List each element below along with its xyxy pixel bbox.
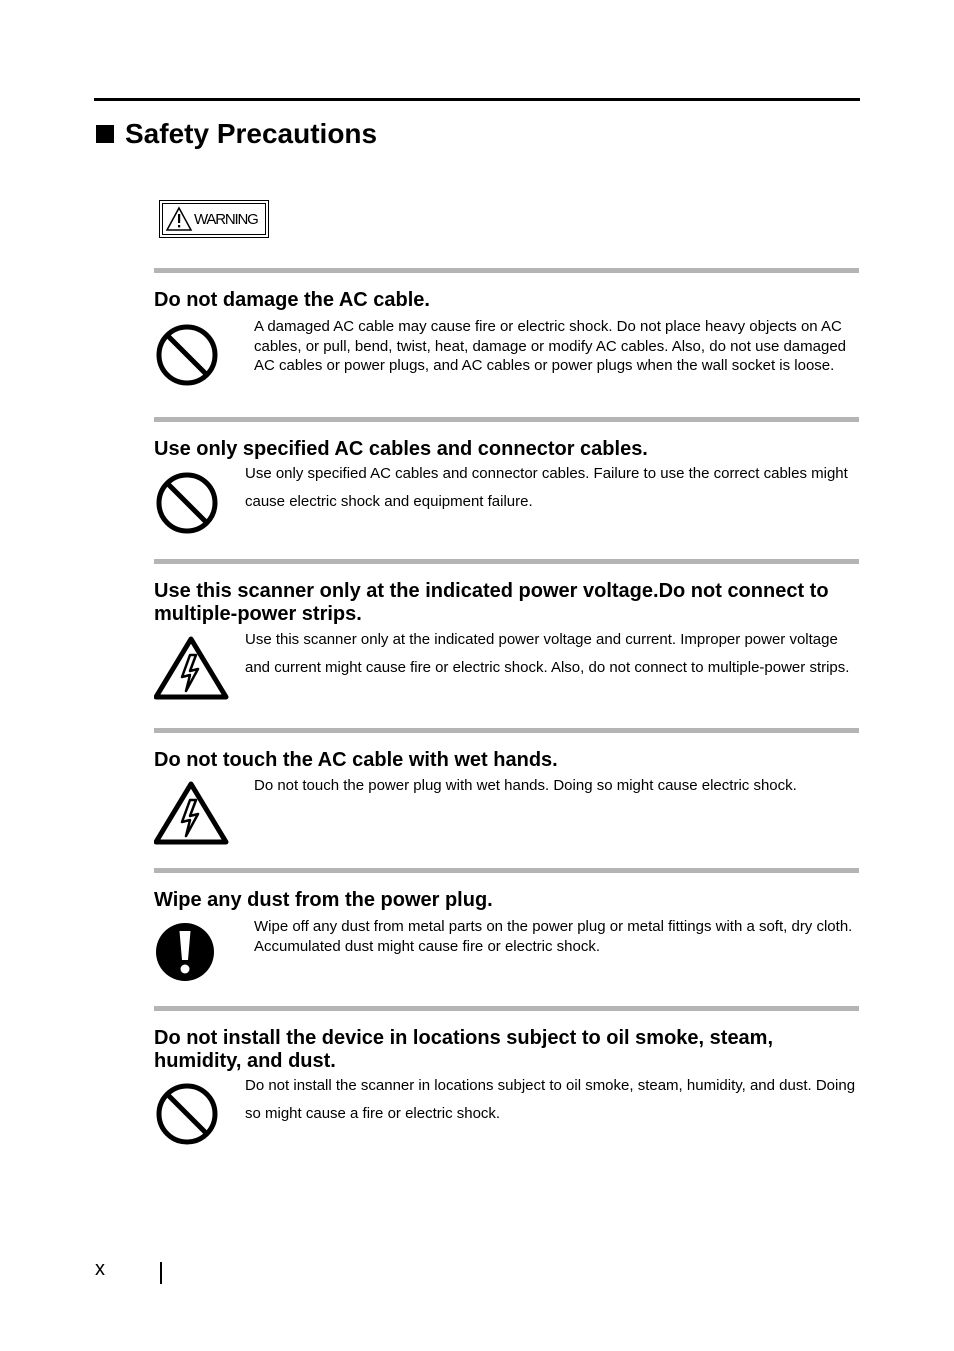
safety-section-power-voltage (154, 559, 859, 719)
section-body: Do not install the scanner in locations subject to oil smoke, steam, humidity, and dust. Doing so might cause a fire or electric shock. (245, 1077, 856, 1122)
section-divider (154, 417, 859, 422)
electric-shock-icon (154, 635, 230, 701)
prohibition-icon (154, 471, 218, 535)
section-divider (154, 268, 859, 273)
section-title: Use this scanner only at the indicated power voltage.Do not connect to multiple-power strips. (154, 580, 829, 625)
section-title: Do not damage the AC cable. (154, 289, 430, 311)
section-divider (154, 728, 859, 733)
section-body: Wipe off any dust from metal parts on the power plug or metal fittings with a soft, dry cloth. Accumulated dust might cause fire or electric shock. (254, 918, 853, 955)
page-number-rule (160, 1262, 162, 1284)
heading-square-icon (96, 125, 114, 143)
page-number: x (95, 1258, 105, 1280)
section-body: Use this scanner only at the indicated power voltage and current. Improper power voltage and current might cause fire or electric shock. Also, do not connect to multiple-power strips. (245, 631, 850, 676)
section-body: A damaged AC cable may cause fire or electric shock. Do not place heavy objects on AC cables, or pull, bend, twist, heat, damage or modify AC cables. Also, do not use damaged AC cables or power plugs, and AC cables or power plugs when the wall socket is loose. (254, 318, 847, 374)
top-rule (94, 98, 860, 101)
safety-section-wet-hands (154, 728, 859, 860)
warning-label (159, 200, 269, 238)
section-divider (154, 1006, 859, 1011)
safety-section-dust (154, 868, 859, 998)
mandatory-action-icon (154, 921, 216, 983)
page-title (96, 117, 377, 151)
prohibition-icon (154, 1082, 218, 1146)
section-divider (154, 559, 859, 564)
section-body: Use only specified AC cables and connector cables. Failure to use the correct cables might cause electric shock and equipment failure. (245, 465, 848, 510)
electric-shock-icon (154, 780, 230, 846)
safety-section-oil-smoke (154, 1006, 859, 1156)
warning-label-text: WARNING (194, 210, 258, 228)
safety-section-specified-cables (154, 417, 859, 547)
section-title: Do not install the device in locations subject to oil smoke, steam, humidity, and dust. (154, 1027, 774, 1072)
section-title: Use only specified AC cables and connector cables. (154, 438, 648, 460)
section-title: Wipe any dust from the power plug. (154, 889, 493, 911)
section-divider (154, 868, 859, 873)
section-title: Do not touch the AC cable with wet hands. (154, 749, 558, 771)
safety-section-ac-cable-damage (154, 268, 859, 408)
prohibition-icon (154, 323, 218, 387)
warning-triangle-icon (165, 206, 193, 232)
page-title-text: Safety Precautions (125, 118, 378, 149)
section-body: Do not touch the power plug with wet hands. Doing so might cause electric shock. (254, 777, 797, 794)
